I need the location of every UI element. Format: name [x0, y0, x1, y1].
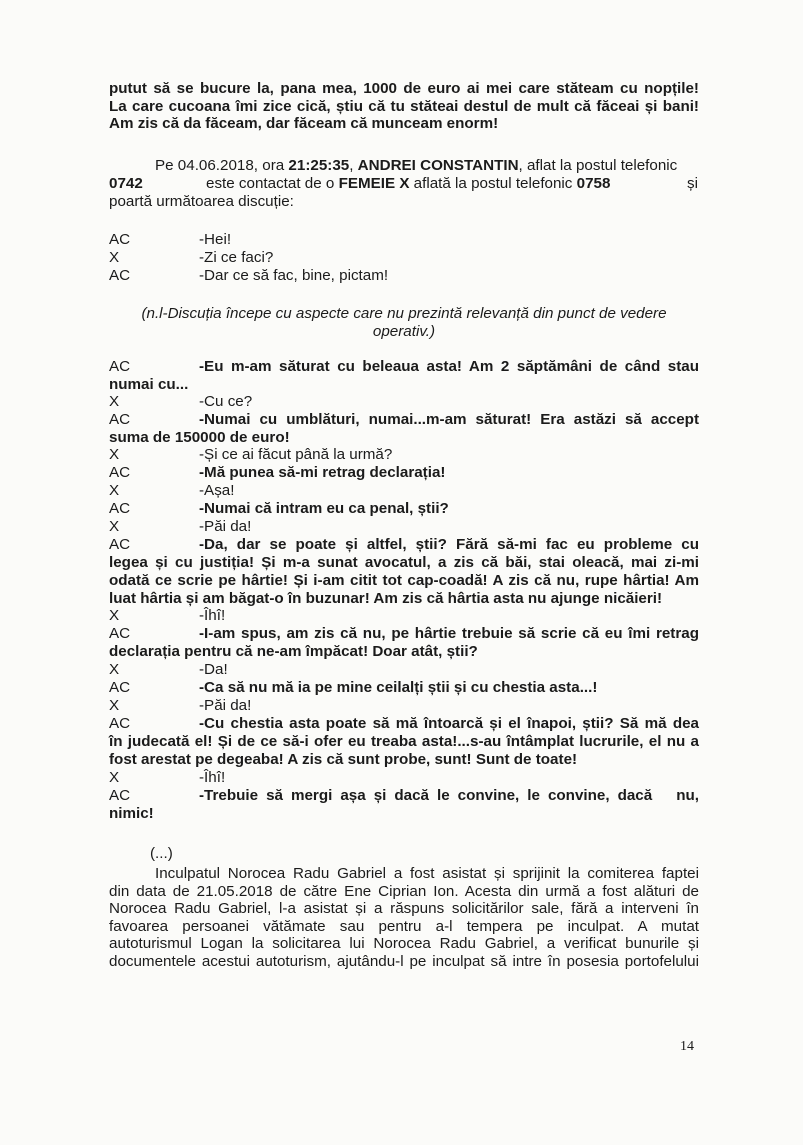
speaker-label: AC — [109, 500, 131, 517]
dialog-text: -Zi ce faci? — [199, 249, 274, 266]
dialog-continuation: legea și cu justiția! Și m-a sunat avocatul, a zis că băi, stai oleacă, mai zi-mi — [109, 554, 699, 571]
closing-line: Norocea Radu Gabriel, l-a asistat și a răspuns solicitărilor sale, fără a interveni în — [109, 900, 699, 917]
speaker-label: AC — [109, 231, 131, 248]
dialog-continuation: odată ce scrie pe hârtie! Și i-am citit tot cap-coadă! A zis că nu, rupe hârtia! Am — [109, 572, 699, 589]
dialog-text: -Îhî! — [199, 769, 226, 786]
dialog-text: -Hei! — [199, 231, 232, 248]
closing-line: autoturismul Logan la solicitarea lui Norocea Radu Gabriel, a verificat bunurile și — [109, 935, 699, 952]
intro-line: Am zis că da făceam, dar făceam că munceam enorm! — [109, 115, 499, 132]
speaker-label: AC — [109, 411, 131, 428]
speaker-label: X — [109, 607, 120, 624]
dialog-continuation: fost arestat pe degeaba! A zis că sunt probe, sunt! Sunt de toate! — [109, 751, 578, 768]
dialog-continuation: suma de 150000 de euro! — [109, 429, 290, 446]
dialog-text: -Da, dar se poate și altfel, știi? Fără să-mi fac eu probleme cu — [199, 536, 699, 553]
speaker-label: AC — [109, 358, 131, 375]
call-intro-mid1: , aflat la postul telefonic — [518, 157, 678, 174]
dialog-text: -Mă punea să-mi retrag declarația! — [199, 464, 446, 481]
caller-phone: 0742 — [109, 174, 143, 192]
closing-line: favoarea persoanei vătămate sau pentru a-l tempera pe inculpat. A mutat — [109, 917, 699, 935]
closing-line: Inculpatul Norocea Radu Gabriel a fost asistat și sprijinit la comiterea faptei — [155, 865, 699, 882]
speaker-label: AC — [109, 536, 131, 553]
closing-line: din data de 21.05.2018 de către Ene Ciprian Ion. Acesta din urmă a fost alături de — [109, 882, 699, 900]
speaker-label: X — [109, 446, 120, 463]
dialog-text: -Îhî! — [199, 607, 226, 624]
speaker-label: X — [109, 482, 120, 499]
speaker-label: AC — [109, 464, 131, 481]
dialog-text: -Și ce ai făcut până la urmă? — [199, 446, 393, 463]
call-intro-paragraph — [109, 157, 699, 210]
speaker-label: AC — [109, 625, 131, 642]
callee-name: FEMEIE X — [338, 174, 410, 192]
caller-name: ANDREI CONSTANTIN — [357, 157, 519, 174]
dialog-text: -Numai cu umblături, numai...m-am săturat! Era astăzi să accept — [199, 411, 699, 428]
dialog-continuation: în judecată el! Și de ce să-i ofer eu treaba asta!...s-au întâmplat lucrurile, el nu a — [109, 733, 699, 750]
speaker-label: X — [109, 769, 120, 786]
speaker-label: X — [109, 661, 120, 678]
call-intro-prefix: Pe 04.06.2018, ora — [155, 157, 289, 174]
dialog-continuation: declarația pentru că ne-am împăcat! Doar atât, știi? — [109, 643, 478, 660]
closing-paragraph — [109, 865, 699, 970]
speaker-label: AC — [109, 787, 131, 804]
speaker-label: AC — [109, 267, 131, 284]
dialog-text: -Cu ce? — [199, 393, 253, 410]
page-number: 14 — [680, 1039, 694, 1054]
speaker-label: X — [109, 697, 120, 714]
dialog-continuation: nimic! — [109, 805, 154, 822]
call-time: 21:25:35 — [288, 157, 350, 174]
dialog-text: -Trebuie să mergi așa și dacă le convine, le convine, dacă nu, — [199, 787, 699, 804]
call-intro-mid2: este contactat de o — [206, 174, 339, 192]
speaker-label: X — [109, 393, 120, 410]
dialog-continuation: numai cu... — [109, 376, 189, 393]
call-intro-end: poartă următoarea discuție: — [109, 192, 294, 210]
speaker-label: X — [109, 249, 120, 266]
dialog-text: -Ca să nu mă ia pe mine ceilalți știi și cu chestia asta...! — [199, 679, 598, 696]
dialog-text: -Da! — [199, 661, 228, 678]
dialog-text: -Dar ce să fac, bine, pictam! — [199, 267, 389, 284]
call-intro-and: și — [687, 174, 698, 192]
intro-paragraph — [109, 80, 699, 133]
dialog-text: -Păi da! — [199, 518, 252, 535]
dialog-text: -I-am spus, am zis că nu, pe hârtie trebuie să scrie că eu îmi retrag — [199, 625, 699, 642]
intro-line: putut să se bucure la, pana mea, 1000 de euro ai mei care stăteam cu nopțile! — [109, 80, 699, 97]
ellipsis-marker: (...) — [150, 845, 173, 862]
call-intro-comma: , — [349, 157, 358, 174]
call-intro-mid3: aflată la postul telefonic — [409, 174, 577, 192]
speaker-label: AC — [109, 679, 131, 696]
dialog-continuation: luat hârtia și am băgat-o în buzunar! Am zis că hârtia asta nu ajunge nicăieri! — [109, 590, 663, 607]
dialog-text: -Păi da! — [199, 697, 252, 714]
speaker-label: X — [109, 518, 120, 535]
editor-note: (n.l-Discuția începe cu aspecte care nu prezintă relevanță din punct de vedere operativ.) — [141, 305, 667, 340]
dialog-text: -Așa! — [199, 482, 235, 499]
speaker-label: AC — [109, 715, 131, 732]
dialog-text: -Cu chestia asta poate să mă întoarcă și el înapoi, știi? Să mă dea — [199, 715, 699, 732]
dialog-text: -Numai că intram eu ca penal, știi? — [199, 500, 449, 517]
intro-line: La care cucoana îmi zice cică, știu că tu stăteai destul de mult că făceai și bani! — [109, 97, 699, 115]
dialog-text: -Eu m-am săturat cu beleaua asta! Am 2 săptămâni de când stau — [199, 358, 699, 375]
callee-phone: 0758 — [576, 174, 611, 192]
closing-line: documentele acestui autoturism, ajutându-l pe inculpat să intre în posesia portofelului — [109, 952, 699, 970]
